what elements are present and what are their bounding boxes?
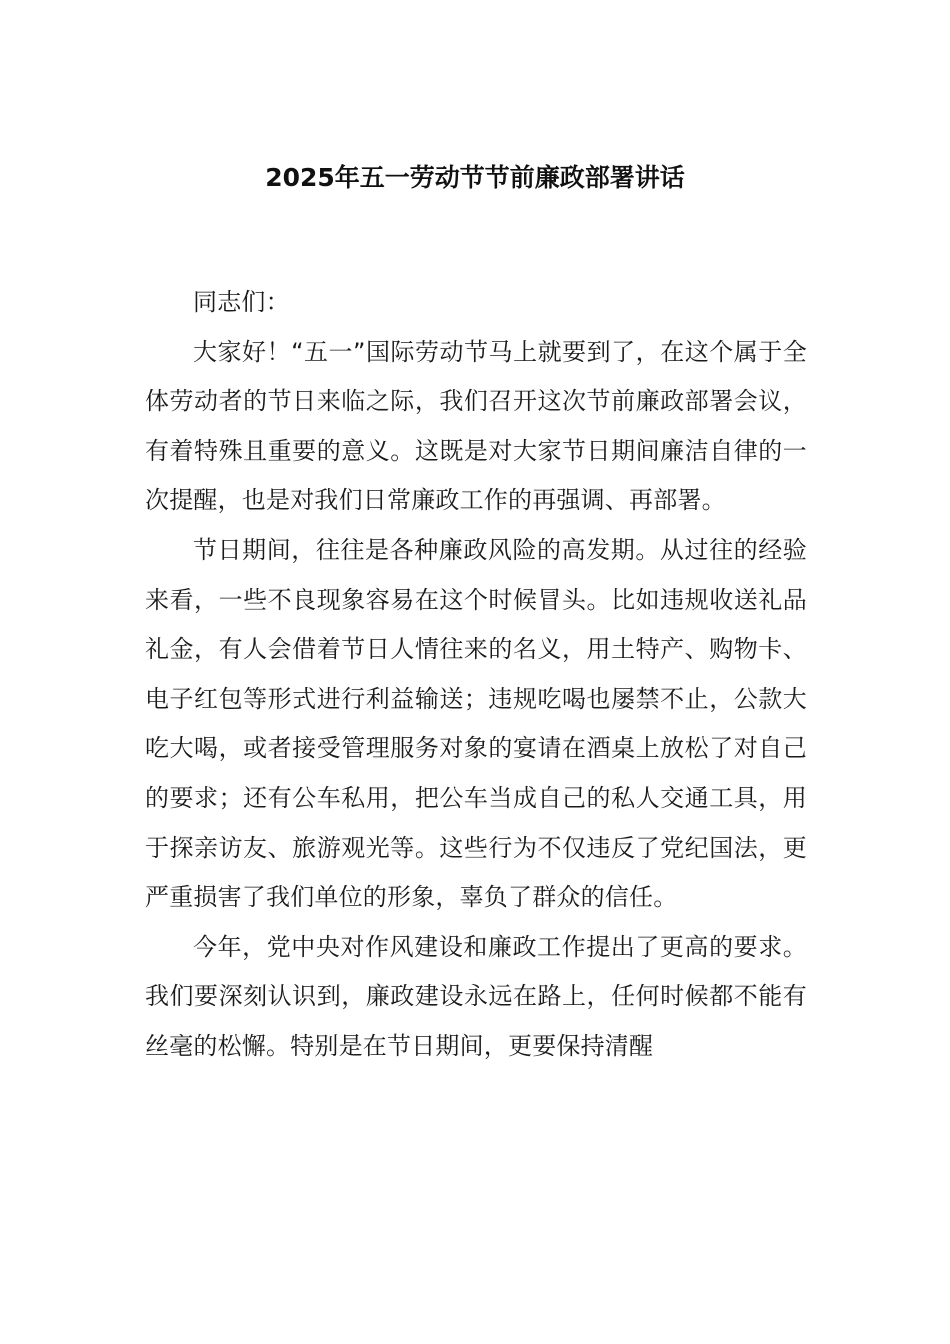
document-body [145,278,807,1072]
greeting-paragraph: 同志们： [193,288,290,316]
body-paragraph-3: 今年，党中央对作风建设和廉政工作提出了更高的要求。我们要深刻认识到，廉政建设永远在路上，任何时候都不能有丝毫的松懈。特别是在节日期间，更要保持清醒 [145,932,807,1060]
document-title: 2025年五一劳动节节前廉政部署讲话 [265,163,685,192]
body-paragraph-2: 节日期间，往往是各种廉政风险的高发期。从过往的经验来看，一些不良现象容易在这个时候冒头。比如违规收送礼品礼金，有人会借着节日人情往来的名义，用土特产、购物卡、电子红包等形式进行利益输送；违规吃喝也屡禁不止，公款大吃大喝，或者接受管理服务对象的宴请在酒桌上放松了对自己的要求；还有公车私用，把公车当成自己的私人交通工具，用于探亲访友、旅游观光等。这些行为不仅违反了党纪国法，更严重损害了我们单位的形象，辜负了群众的信任。 [145,535,807,912]
body-paragraph-1: 大家好！“五一”国际劳动节马上就要到了，在这个属于全体劳动者的节日来临之际，我们召开这次节前廉政部署会议，有着特殊且重要的意义。这既是对大家节日期间廉洁自律的一次提醒，也是对我们日常廉政工作的再强调、再部署。 [145,337,807,515]
